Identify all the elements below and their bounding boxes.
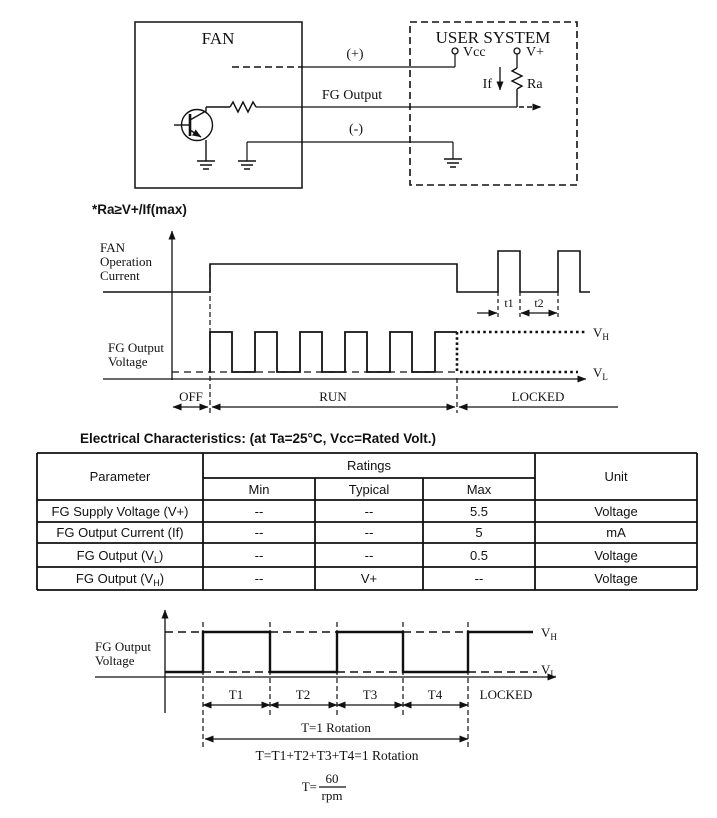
fan-box-title: FAN bbox=[201, 29, 235, 48]
table-row bbox=[52, 504, 638, 519]
param-close: ) bbox=[159, 571, 165, 586]
cell-parameter bbox=[76, 571, 164, 588]
electrical-characteristics-table bbox=[37, 431, 697, 590]
fan-current-waveform bbox=[103, 251, 590, 292]
cell-typical: V+ bbox=[360, 571, 378, 586]
cell-parameter: FG Supply Voltage (V+) bbox=[51, 504, 189, 519]
table-row bbox=[56, 525, 626, 540]
fg-label-line1: FG Output bbox=[108, 340, 164, 355]
col-header-max: Max bbox=[466, 482, 492, 497]
cell-unit: Voltage bbox=[594, 548, 638, 563]
ra-label: Ra bbox=[527, 77, 543, 92]
locked-label: LOCKED bbox=[479, 687, 533, 702]
cell-min: -- bbox=[254, 525, 264, 540]
current-label-line2: Operation bbox=[100, 254, 152, 269]
rotation-fraction bbox=[302, 771, 346, 803]
fraction-lhs: T= bbox=[301, 779, 317, 794]
fg-voltage-waveform bbox=[165, 632, 533, 672]
transistor-icon bbox=[174, 107, 213, 161]
resistor-icon bbox=[230, 102, 256, 112]
fg-label-line2: Voltage bbox=[95, 653, 135, 668]
ra-resistor-icon bbox=[512, 68, 522, 107]
vplus-terminal-icon bbox=[514, 48, 520, 54]
t2-label: T2 bbox=[295, 687, 311, 702]
vplus-label: V+ bbox=[526, 45, 545, 60]
ground-icon bbox=[238, 161, 256, 169]
param-base: FG Output (V bbox=[76, 548, 154, 563]
table-row bbox=[77, 548, 638, 565]
cell-min: -- bbox=[254, 571, 264, 586]
param-sub: H bbox=[153, 578, 160, 588]
vl-label bbox=[593, 365, 608, 382]
plus-label: (+) bbox=[346, 47, 364, 62]
vh-sub: H bbox=[550, 632, 557, 642]
t1-label: t1 bbox=[504, 296, 514, 310]
col-header-unit: Unit bbox=[604, 469, 628, 484]
if-label: If bbox=[482, 77, 492, 92]
col-header-typical: Typical bbox=[348, 482, 390, 497]
current-label-line1: FAN bbox=[100, 240, 126, 255]
cell-max: -- bbox=[474, 571, 484, 586]
param-sub: L bbox=[153, 555, 159, 565]
vh-base: V bbox=[593, 325, 603, 340]
vl-sub: L bbox=[550, 669, 556, 679]
phase-off-label: OFF bbox=[179, 389, 203, 404]
current-label-line3: Current bbox=[100, 268, 140, 283]
cell-unit: mA bbox=[606, 525, 626, 540]
vl-base: V bbox=[541, 662, 551, 677]
fg-label-line2: Voltage bbox=[108, 354, 148, 369]
cell-parameter bbox=[77, 548, 164, 565]
col-header-parameter: Parameter bbox=[89, 469, 151, 484]
vh-label bbox=[593, 325, 609, 342]
ground-icon bbox=[444, 159, 462, 167]
cell-max: 0.5 bbox=[469, 548, 489, 563]
fg-output-label: FG Output bbox=[321, 88, 383, 103]
phase-locked-label: LOCKED bbox=[511, 389, 565, 404]
cell-min: -- bbox=[254, 548, 264, 563]
fraction-denominator: rpm bbox=[321, 788, 343, 803]
param-close: ) bbox=[158, 548, 164, 563]
vh-base: V bbox=[541, 625, 551, 640]
rotation-formula: T=T1+T2+T3+T4=1 Rotation bbox=[255, 748, 419, 763]
rotation-dim-label: T=1 Rotation bbox=[301, 720, 371, 735]
cell-unit: Voltage bbox=[594, 504, 638, 519]
cell-unit: Voltage bbox=[594, 571, 638, 586]
ground-icon bbox=[197, 161, 215, 169]
fg-voltage-waveform bbox=[210, 332, 457, 372]
ra-note: *Ra≥V+/If(max) bbox=[92, 202, 187, 217]
col-header-ratings: Ratings bbox=[346, 458, 392, 473]
param-base: FG Output (V bbox=[75, 571, 154, 586]
fraction-numerator: 60 bbox=[325, 771, 339, 786]
fan-user-circuit bbox=[135, 22, 577, 188]
run-timing-diagram bbox=[100, 231, 618, 413]
t2-label: t2 bbox=[534, 296, 544, 310]
cell-typical: -- bbox=[364, 525, 374, 540]
rotation-timing-diagram bbox=[95, 610, 557, 803]
table-row bbox=[76, 571, 638, 588]
col-header-min: Min bbox=[248, 482, 270, 497]
cell-max: 5 bbox=[475, 525, 483, 540]
cell-parameter: FG Output Current (If) bbox=[56, 525, 184, 540]
vcc-terminal-icon bbox=[452, 48, 458, 54]
fg-label-line1: FG Output bbox=[95, 639, 151, 654]
cell-typical: -- bbox=[364, 548, 374, 563]
plus-wire bbox=[302, 54, 455, 67]
cell-typical: -- bbox=[364, 504, 374, 519]
user-system-title: USER SYSTEM bbox=[435, 28, 551, 47]
cell-min: -- bbox=[254, 504, 264, 519]
t1-label: T1 bbox=[228, 687, 244, 702]
t4-label: T4 bbox=[427, 687, 443, 702]
vcc-label: Vcc bbox=[463, 45, 486, 60]
vl-sub: L bbox=[602, 372, 608, 382]
cell-max: 5.5 bbox=[469, 504, 489, 519]
minus-label: (-) bbox=[349, 122, 363, 137]
t3-label: T3 bbox=[362, 687, 378, 702]
vl-label bbox=[541, 662, 556, 679]
table-title: Electrical Characteristics: (at Ta=25°C, Vcc=Rated Volt.) bbox=[80, 431, 437, 446]
vh-label bbox=[541, 625, 557, 642]
vh-sub: H bbox=[602, 332, 609, 342]
phase-run-label: RUN bbox=[319, 389, 347, 404]
vl-base: V bbox=[593, 365, 603, 380]
minus-wire bbox=[247, 142, 453, 161]
